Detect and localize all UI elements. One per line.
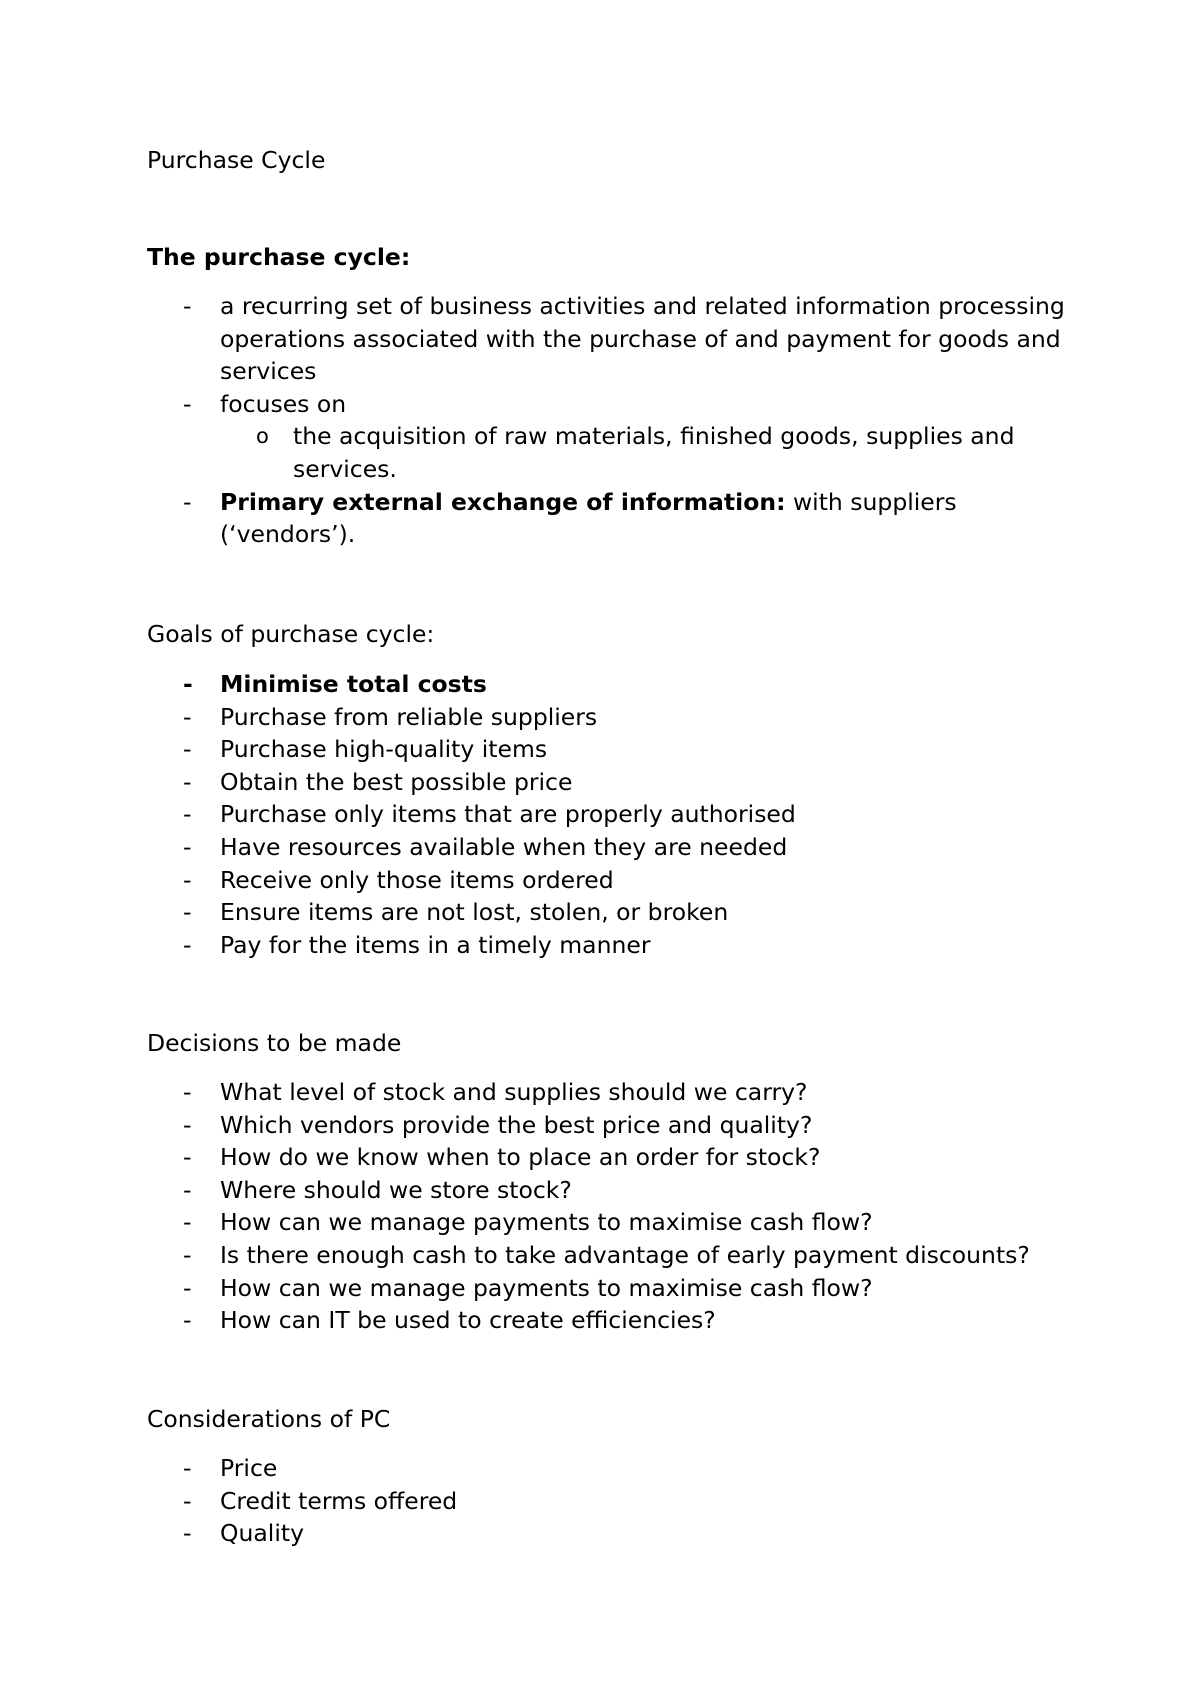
list-item: [0, 1485, 1080, 1518]
dash-bullet: -: [183, 1240, 192, 1269]
list-item: [0, 1109, 1080, 1142]
list-item-text: with suppliers (‘vendors’).: [220, 487, 957, 549]
list-item-text: Purchase only items that are properly authorised: [220, 800, 796, 829]
list-item: [0, 1174, 1080, 1207]
list-item: [0, 1452, 1080, 1485]
list-item: [0, 733, 1080, 766]
dash-bullet: -: [183, 1519, 192, 1548]
document-title: Purchase Cycle: [147, 146, 326, 174]
list-item: [0, 929, 1080, 962]
sub-list-item: [0, 420, 1093, 485]
considerations-list: [0, 1452, 1200, 1550]
section-heading-purchase-cycle: The purchase cycle:: [147, 243, 411, 271]
list-item: [0, 1239, 1080, 1272]
dash-bullet: -: [183, 735, 192, 764]
dash-bullet: -: [183, 898, 192, 927]
list-item-text: Receive only those items ordered: [220, 865, 614, 894]
list-item: [0, 1076, 1080, 1109]
dash-bullet: -: [183, 702, 192, 731]
list-item: [0, 896, 1080, 929]
list-item-bold-text: Primary external exchange of information:: [220, 487, 786, 516]
list-item: [0, 290, 1080, 388]
purchase-cycle-list: [0, 290, 1200, 551]
dash-bullet: -: [183, 1486, 192, 1515]
list-item-text: Which vendors provide the best price and quality?: [220, 1110, 813, 1139]
dash-bullet: -: [183, 1273, 192, 1302]
dash-bullet: -: [183, 832, 192, 861]
list-item: [0, 1272, 1080, 1305]
list-item-text: Quality: [220, 1519, 304, 1548]
dash-bullet: -: [183, 1208, 192, 1237]
dash-bullet: -: [183, 930, 192, 959]
list-item-text: Pay for the items in a timely manner: [220, 930, 651, 959]
list-item: [0, 1206, 1080, 1239]
dash-bullet: -: [183, 1078, 192, 1106]
list-item-text: Minimise total costs: [220, 670, 487, 698]
list-item-text: Have resources available when they are needed: [220, 832, 788, 861]
list-item-text: a recurring set of business activities and related information processing operations associated with the purchase of and payment for goods and services: [220, 292, 1065, 386]
circle-bullet-icon: o: [256, 424, 269, 449]
sub-list-item-text: the acquisition of raw materials, finished goods, supplies and services.: [293, 422, 1015, 483]
dash-bullet: -: [183, 767, 192, 796]
list-item-text: How do we know when to place an order for stock?: [220, 1143, 821, 1172]
section-heading-considerations: Considerations of PC: [147, 1405, 391, 1433]
list-item-text: What level of stock and supplies should we carry?: [220, 1078, 808, 1106]
list-item-text: Purchase high-quality items: [220, 735, 548, 764]
list-item: [0, 668, 1080, 701]
list-item-text: Ensure items are not lost, stolen, or broken: [220, 898, 729, 927]
list-item-text: How can we manage payments to maximise cash flow?: [220, 1273, 873, 1302]
goals-list: [0, 668, 1200, 961]
dash-bullet: -: [183, 1110, 192, 1139]
list-item-text: Price: [220, 1454, 278, 1482]
list-item: [0, 486, 1080, 551]
list-item: [0, 864, 1080, 897]
dash-bullet: -: [183, 389, 192, 418]
list-item: [0, 766, 1080, 799]
list-item-text: focuses on: [220, 389, 347, 418]
list-item: [0, 798, 1080, 831]
dash-bullet: -: [183, 292, 192, 320]
list-item: [0, 1141, 1080, 1174]
list-item: [0, 701, 1080, 734]
list-item-text: Is there enough cash to take advantage of early payment discounts?: [220, 1240, 1030, 1269]
list-item-text: Purchase from reliable suppliers: [220, 702, 598, 731]
list-item-text: Where should we store stock?: [220, 1175, 572, 1204]
list-item: [0, 1517, 1080, 1550]
section-heading-goals: Goals of purchase cycle:: [147, 620, 435, 648]
list-item-text: Obtain the best possible price: [220, 767, 573, 796]
section-heading-decisions: Decisions to be made: [147, 1029, 402, 1057]
dash-bullet: -: [183, 1175, 192, 1204]
dash-bullet: -: [183, 1306, 192, 1335]
list-item: [0, 1304, 1080, 1337]
list-item-text: How can we manage payments to maximise cash flow?: [220, 1208, 873, 1237]
dash-bullet: -: [183, 670, 193, 698]
decisions-list: [0, 1076, 1200, 1337]
dash-bullet: -: [183, 1143, 192, 1172]
list-item-text: How can IT be used to create efficiencies?: [220, 1306, 716, 1335]
dash-bullet: -: [183, 865, 192, 894]
list-item-text: Credit terms offered: [220, 1486, 458, 1515]
list-item: [0, 388, 1080, 421]
dash-bullet: -: [183, 800, 192, 829]
dash-bullet: -: [183, 1454, 192, 1482]
list-item: [0, 831, 1080, 864]
dash-bullet: -: [183, 487, 192, 516]
